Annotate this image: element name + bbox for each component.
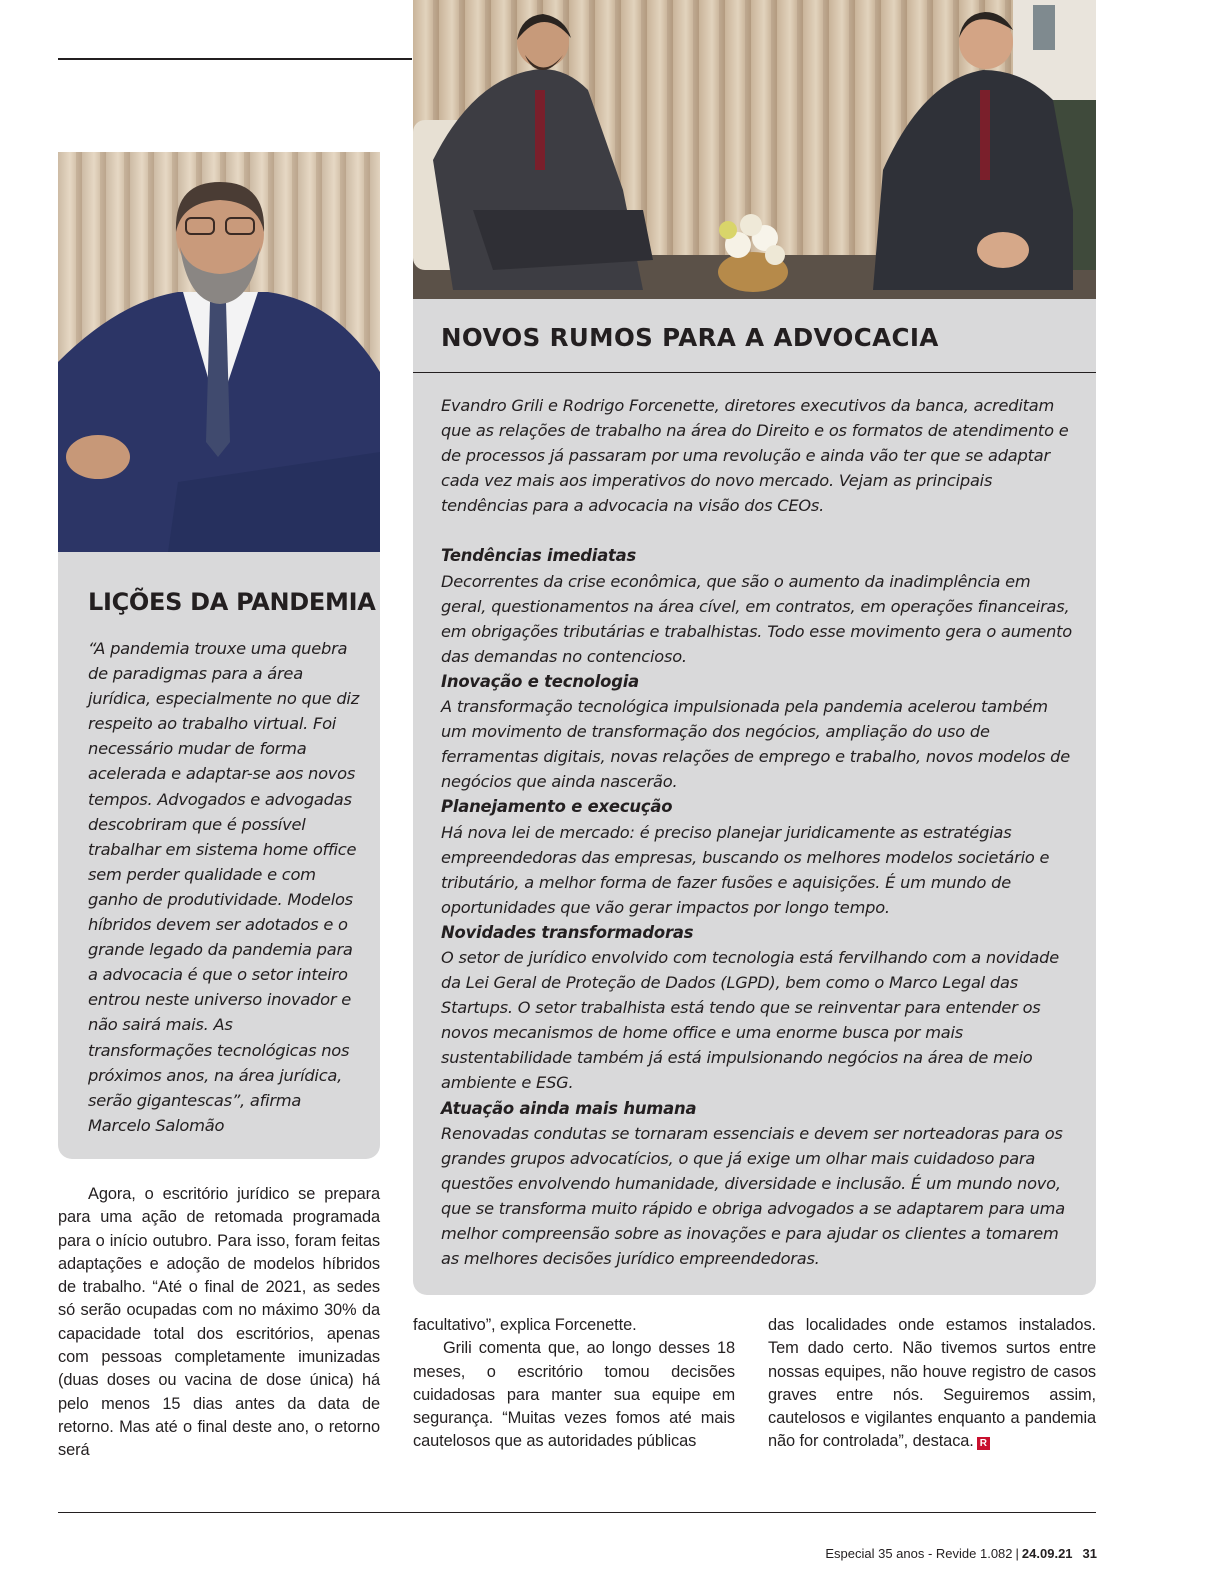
body-column-1	[58, 1183, 380, 1463]
footer-date: 24.09.21	[1021, 1546, 1073, 1561]
photo-executives	[413, 0, 1096, 299]
section-heading: Novidades transformadoras	[441, 922, 694, 942]
section-text: O setor de jurídico envolvido com tecnologia está fervilhando com a novidade da Lei Geral de Proteção de Dados (LGPD), bem como o Marco Legal das Startups. O setor trabalhista está tendo que se reinventar para entender os novos mecanismos de home office e uma enorme busca por mais sustentabilidade também já está impulsionando negócios na área de meio ambiente e ESG.	[441, 947, 1059, 1093]
body-column-2	[413, 1314, 735, 1454]
trends-intro: Evandro Grili e Rodrigo Forcenette, diretores executivos da banca, acreditam que as relações de trabalho na área do Direito e os formatos de atendimento e de processos já passaram por uma revolução e ainda vão ter que se adaptar cada vez mais aos imperativos do novo mercado. Vejam as principais tendências para a advocacia na visão dos CEOs.	[441, 396, 1069, 516]
top-rule	[58, 58, 412, 60]
body-paragraph-text: das localidades onde estamos instalados. Tem dado certo. Não tivemos surtos entre nossas equipes, não houve registro de casos graves entre nós. Seguiremos assim, cautelosos e vigilantes enquanto a pandemia não for controlada”, destaca.	[768, 1316, 1096, 1451]
sidebar-title: LIÇÕES DA PANDEMIA	[88, 588, 376, 616]
body-paragraph	[768, 1314, 1096, 1454]
sidebar-quote: “A pandemia trouxe uma quebra de paradigmas para a área jurídica, especialmente no que diz respeito ao trabalho virtual. Foi necessário mudar de forma acelerada e adaptar-se aos novos tempos. Advogados e advogadas descobriram que é possível trabalhar em sistema home office sem perder qualidade e com ganho de produtividade. Modelos híbridos devem ser adotados e o grande legado da pandemia para a advocacia é que o setor inteiro entrou neste universo inovador e não sairá mais. As transformações tecnológicas nos próximos anos, na área jurídica, serão gigantescas”, afirma Marcelo Salomão	[88, 639, 360, 1135]
section-text: Decorrentes da crise econômica, que são o aumento da inadimplência em geral, questionamentos na área cível, em contratos, em operações financeiras, em obrigações tributárias e trabalhistas. Todo esse movimento gera o aumento das demandas no contencioso.	[441, 571, 1072, 666]
section-heading: Planejamento e execução	[441, 797, 673, 817]
sidebar-box	[58, 552, 380, 1159]
trends-title: NOVOS RUMOS PARA A ADVOCACIA	[441, 323, 939, 352]
section-heading: Inovação e tecnologia	[441, 671, 640, 691]
body-column-3	[768, 1314, 1096, 1454]
photo-marcelo-salomao	[58, 152, 380, 552]
section-text: A transformação tecnológica impulsionada pela pandemia acelerou também um movimento de transformação dos negócios, ampliação do uso de ferramentas digitais, novas relações de emprego e trabalho, novos modelos de negócios que ainda nascerão.	[441, 697, 1071, 792]
body-paragraph: Agora, o escritório jurídico se prepara para uma ação de retomada programada para o início outubro. Para isso, foram feitas adaptações e adoção de modelos híbridos de trabalho. “Até o final de 2021, as sedes só serão ocupadas com no máximo 30% da capacidade total dos escritórios, apenas com pessoas completamente imunizadas (duas doses ou vacina de dose única) há pelo menos 15 dias antes da data de retorno. Mas até o final deste ano, o retorno será	[58, 1185, 380, 1460]
end-mark-icon: R	[977, 1437, 990, 1450]
section-heading: Tendências imediatas	[441, 546, 637, 566]
page-footer	[825, 1546, 1097, 1561]
trends-title-rule	[413, 372, 1096, 373]
body-paragraph: Grili comenta que, ao longo desses 18 meses, o escritório tomou decisões cuidadosas para manter sua equipe em segurança. “Muitas vezes fomos até mais cautelosos que as autoridades públicas	[413, 1339, 735, 1451]
footer-separator: |	[1015, 1546, 1019, 1561]
section-heading: Atuação ainda mais humana	[441, 1098, 697, 1118]
section-text: Renovadas condutas se tornaram essenciais e devem ser norteadoras para os grandes grupos advocatícios, o que já exige um olhar mais cuidadoso para questões envolvendo humanidade, diversidade e inclusão. É um mundo novo, que se transforma muito rápido e obriga advogados a se adaptarem para uma melhor compreensão sobre as inovações e para ajudar os clientes a tomarem as melhores decisões jurídico empreendedoras.	[441, 1123, 1065, 1269]
body-paragraph-continued: facultativo”, explica Forcenette.	[413, 1316, 637, 1334]
trends-content	[441, 393, 1077, 1271]
trends-box	[413, 299, 1096, 1295]
page-number: 31	[1082, 1546, 1097, 1561]
bottom-rule	[58, 1512, 1096, 1513]
footer-publication: Especial 35 anos - Revide 1.082	[825, 1546, 1013, 1561]
section-text: Há nova lei de mercado: é preciso planejar juridicamente as estratégias empreendedoras das empresas, buscando os melhores modelos societário e tributário, a melhor forma de fazer fusões e aquisições. É um mundo de oportunidades que vão gerar impactos por longo tempo.	[441, 822, 1050, 917]
